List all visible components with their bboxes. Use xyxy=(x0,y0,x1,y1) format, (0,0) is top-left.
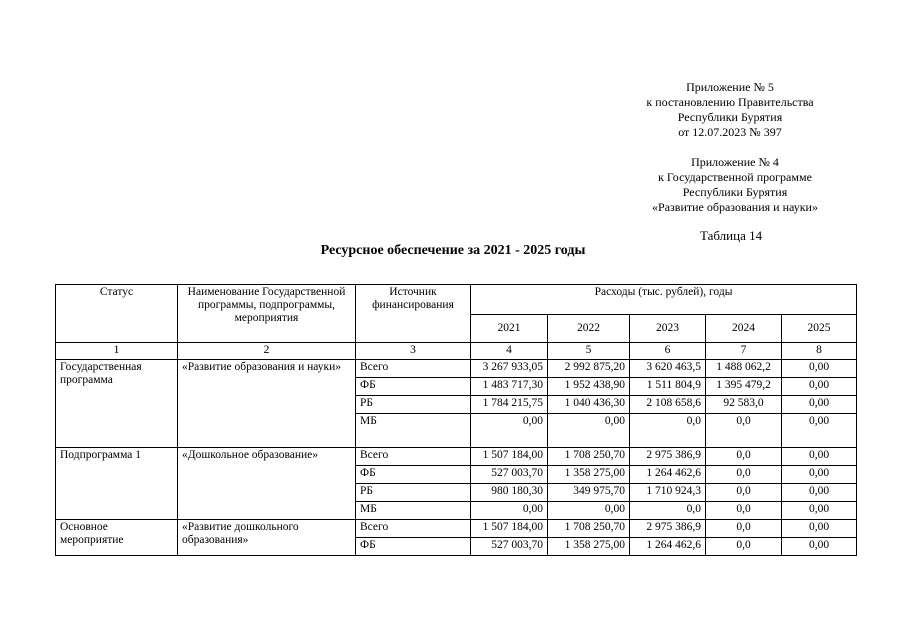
header1-line: к постановлению Правительства xyxy=(646,95,814,109)
value-cell: 1 507 184,00 xyxy=(471,520,548,538)
name-cell: «Развитие дошкольного образования» xyxy=(178,520,356,556)
value-cell: 1 507 184,00 xyxy=(471,448,548,466)
value-cell: 1 708 250,70 xyxy=(548,448,630,466)
value-cell: 1 511 804,9 xyxy=(630,378,706,396)
year-header: 2021 xyxy=(471,315,548,343)
value-cell: 0,0 xyxy=(706,414,782,448)
value-cell: 3 620 463,5 xyxy=(630,360,706,378)
value-cell: 349 975,70 xyxy=(548,484,630,502)
value-cell: 0,00 xyxy=(782,360,857,378)
value-cell: 1 395 479,2 xyxy=(706,378,782,396)
table-row xyxy=(56,448,857,466)
col-header-name: Наименование Государственной программы, подпрограммы, мероприятия xyxy=(178,285,356,343)
col-number: 6 xyxy=(630,343,706,360)
col-number: 7 xyxy=(706,343,782,360)
value-cell: 0,0 xyxy=(630,414,706,448)
value-cell: 0,00 xyxy=(782,538,857,556)
value-cell: 2 108 658,6 xyxy=(630,396,706,414)
table-row xyxy=(56,360,857,378)
year-header: 2024 xyxy=(706,315,782,343)
col-number: 4 xyxy=(471,343,548,360)
header1-line: от 12.07.2023 № 397 xyxy=(678,125,782,139)
value-cell: 0,00 xyxy=(782,502,857,520)
source-cell: Всего xyxy=(356,360,471,378)
status-cell: Государственная программа xyxy=(56,360,178,448)
source-cell: ФБ xyxy=(356,538,471,556)
source-cell: ФБ xyxy=(356,378,471,396)
year-header: 2022 xyxy=(548,315,630,343)
value-cell: 0,0 xyxy=(706,484,782,502)
value-cell: 1 264 462,6 xyxy=(630,466,706,484)
header1-line: Республики Бурятия xyxy=(677,110,783,124)
header2-line: Республики Бурятия xyxy=(682,185,788,199)
value-cell: 980 180,30 xyxy=(471,484,548,502)
status-cell: Подпрограмма 1 xyxy=(56,448,178,520)
year-header: 2023 xyxy=(630,315,706,343)
source-cell: ФБ xyxy=(356,466,471,484)
value-cell: 1 784 215,75 xyxy=(471,396,548,414)
value-cell: 0,00 xyxy=(471,502,548,520)
value-cell: 1 708 250,70 xyxy=(548,520,630,538)
col-number: 3 xyxy=(356,343,471,360)
value-cell: 0,00 xyxy=(782,520,857,538)
value-cell: 0,00 xyxy=(782,378,857,396)
col-header-status: Статус xyxy=(56,285,178,343)
value-cell: 0,00 xyxy=(548,414,630,448)
header2-line: к Государственной программе xyxy=(658,170,812,184)
value-cell: 0,00 xyxy=(782,396,857,414)
approval-header-2 xyxy=(625,155,845,215)
year-header: 2025 xyxy=(782,315,857,343)
value-cell: 1 488 062,2 xyxy=(706,360,782,378)
col-number: 1 xyxy=(56,343,178,360)
table-row xyxy=(56,520,857,538)
value-cell: 0,00 xyxy=(471,414,548,448)
value-cell: 1 358 275,00 xyxy=(548,466,630,484)
source-cell: Всего xyxy=(356,520,471,538)
value-cell: 1 264 462,6 xyxy=(630,538,706,556)
value-cell: 2 975 386,9 xyxy=(630,448,706,466)
value-cell: 0,0 xyxy=(706,538,782,556)
col-number: 8 xyxy=(782,343,857,360)
value-cell: 1 358 275,00 xyxy=(548,538,630,556)
table-label: Таблица 14 xyxy=(700,228,763,243)
status-cell: Основное мероприятие xyxy=(56,520,178,556)
value-cell: 0,0 xyxy=(706,466,782,484)
value-cell: 1 952 438,90 xyxy=(548,378,630,396)
header1-line: Приложение № 5 xyxy=(686,80,774,94)
value-cell: 1 483 717,30 xyxy=(471,378,548,396)
value-cell: 0,0 xyxy=(706,520,782,538)
col-header-expenses: Расходы (тыс. рублей), годы xyxy=(471,285,857,315)
source-cell: РБ xyxy=(356,484,471,502)
approval-header-1 xyxy=(620,80,840,140)
value-cell: 0,0 xyxy=(630,502,706,520)
value-cell: 1 040 436,30 xyxy=(548,396,630,414)
header2-line: «Развитие образования и науки» xyxy=(652,200,818,214)
col-header-source: Источник финансирования xyxy=(356,285,471,343)
value-cell: 0,0 xyxy=(706,448,782,466)
value-cell: 1 710 924,3 xyxy=(630,484,706,502)
value-cell: 0,00 xyxy=(782,466,857,484)
value-cell: 2 992 875,20 xyxy=(548,360,630,378)
value-cell: 0,00 xyxy=(782,448,857,466)
value-cell: 0,00 xyxy=(782,484,857,502)
source-cell: РБ xyxy=(356,396,471,414)
name-cell: «Дошкольное образование» xyxy=(178,448,356,520)
source-cell: Всего xyxy=(356,448,471,466)
value-cell: 0,0 xyxy=(706,502,782,520)
header2-line: Приложение № 4 xyxy=(691,155,779,169)
document-title: Ресурсное обеспечение за 2021 - 2025 годы xyxy=(320,243,586,258)
value-cell: 92 583,0 xyxy=(706,396,782,414)
source-cell: МБ xyxy=(356,502,471,520)
source-cell: МБ xyxy=(356,414,471,448)
col-number: 2 xyxy=(178,343,356,360)
col-number: 5 xyxy=(548,343,630,360)
value-cell: 3 267 933,05 xyxy=(471,360,548,378)
value-cell: 2 975 386,9 xyxy=(630,520,706,538)
resource-table xyxy=(55,284,857,556)
name-cell: «Развитие образования и науки» xyxy=(178,360,356,448)
value-cell: 0,00 xyxy=(548,502,630,520)
value-cell: 527 003,70 xyxy=(471,466,548,484)
value-cell: 527 003,70 xyxy=(471,538,548,556)
value-cell: 0,00 xyxy=(782,414,857,448)
